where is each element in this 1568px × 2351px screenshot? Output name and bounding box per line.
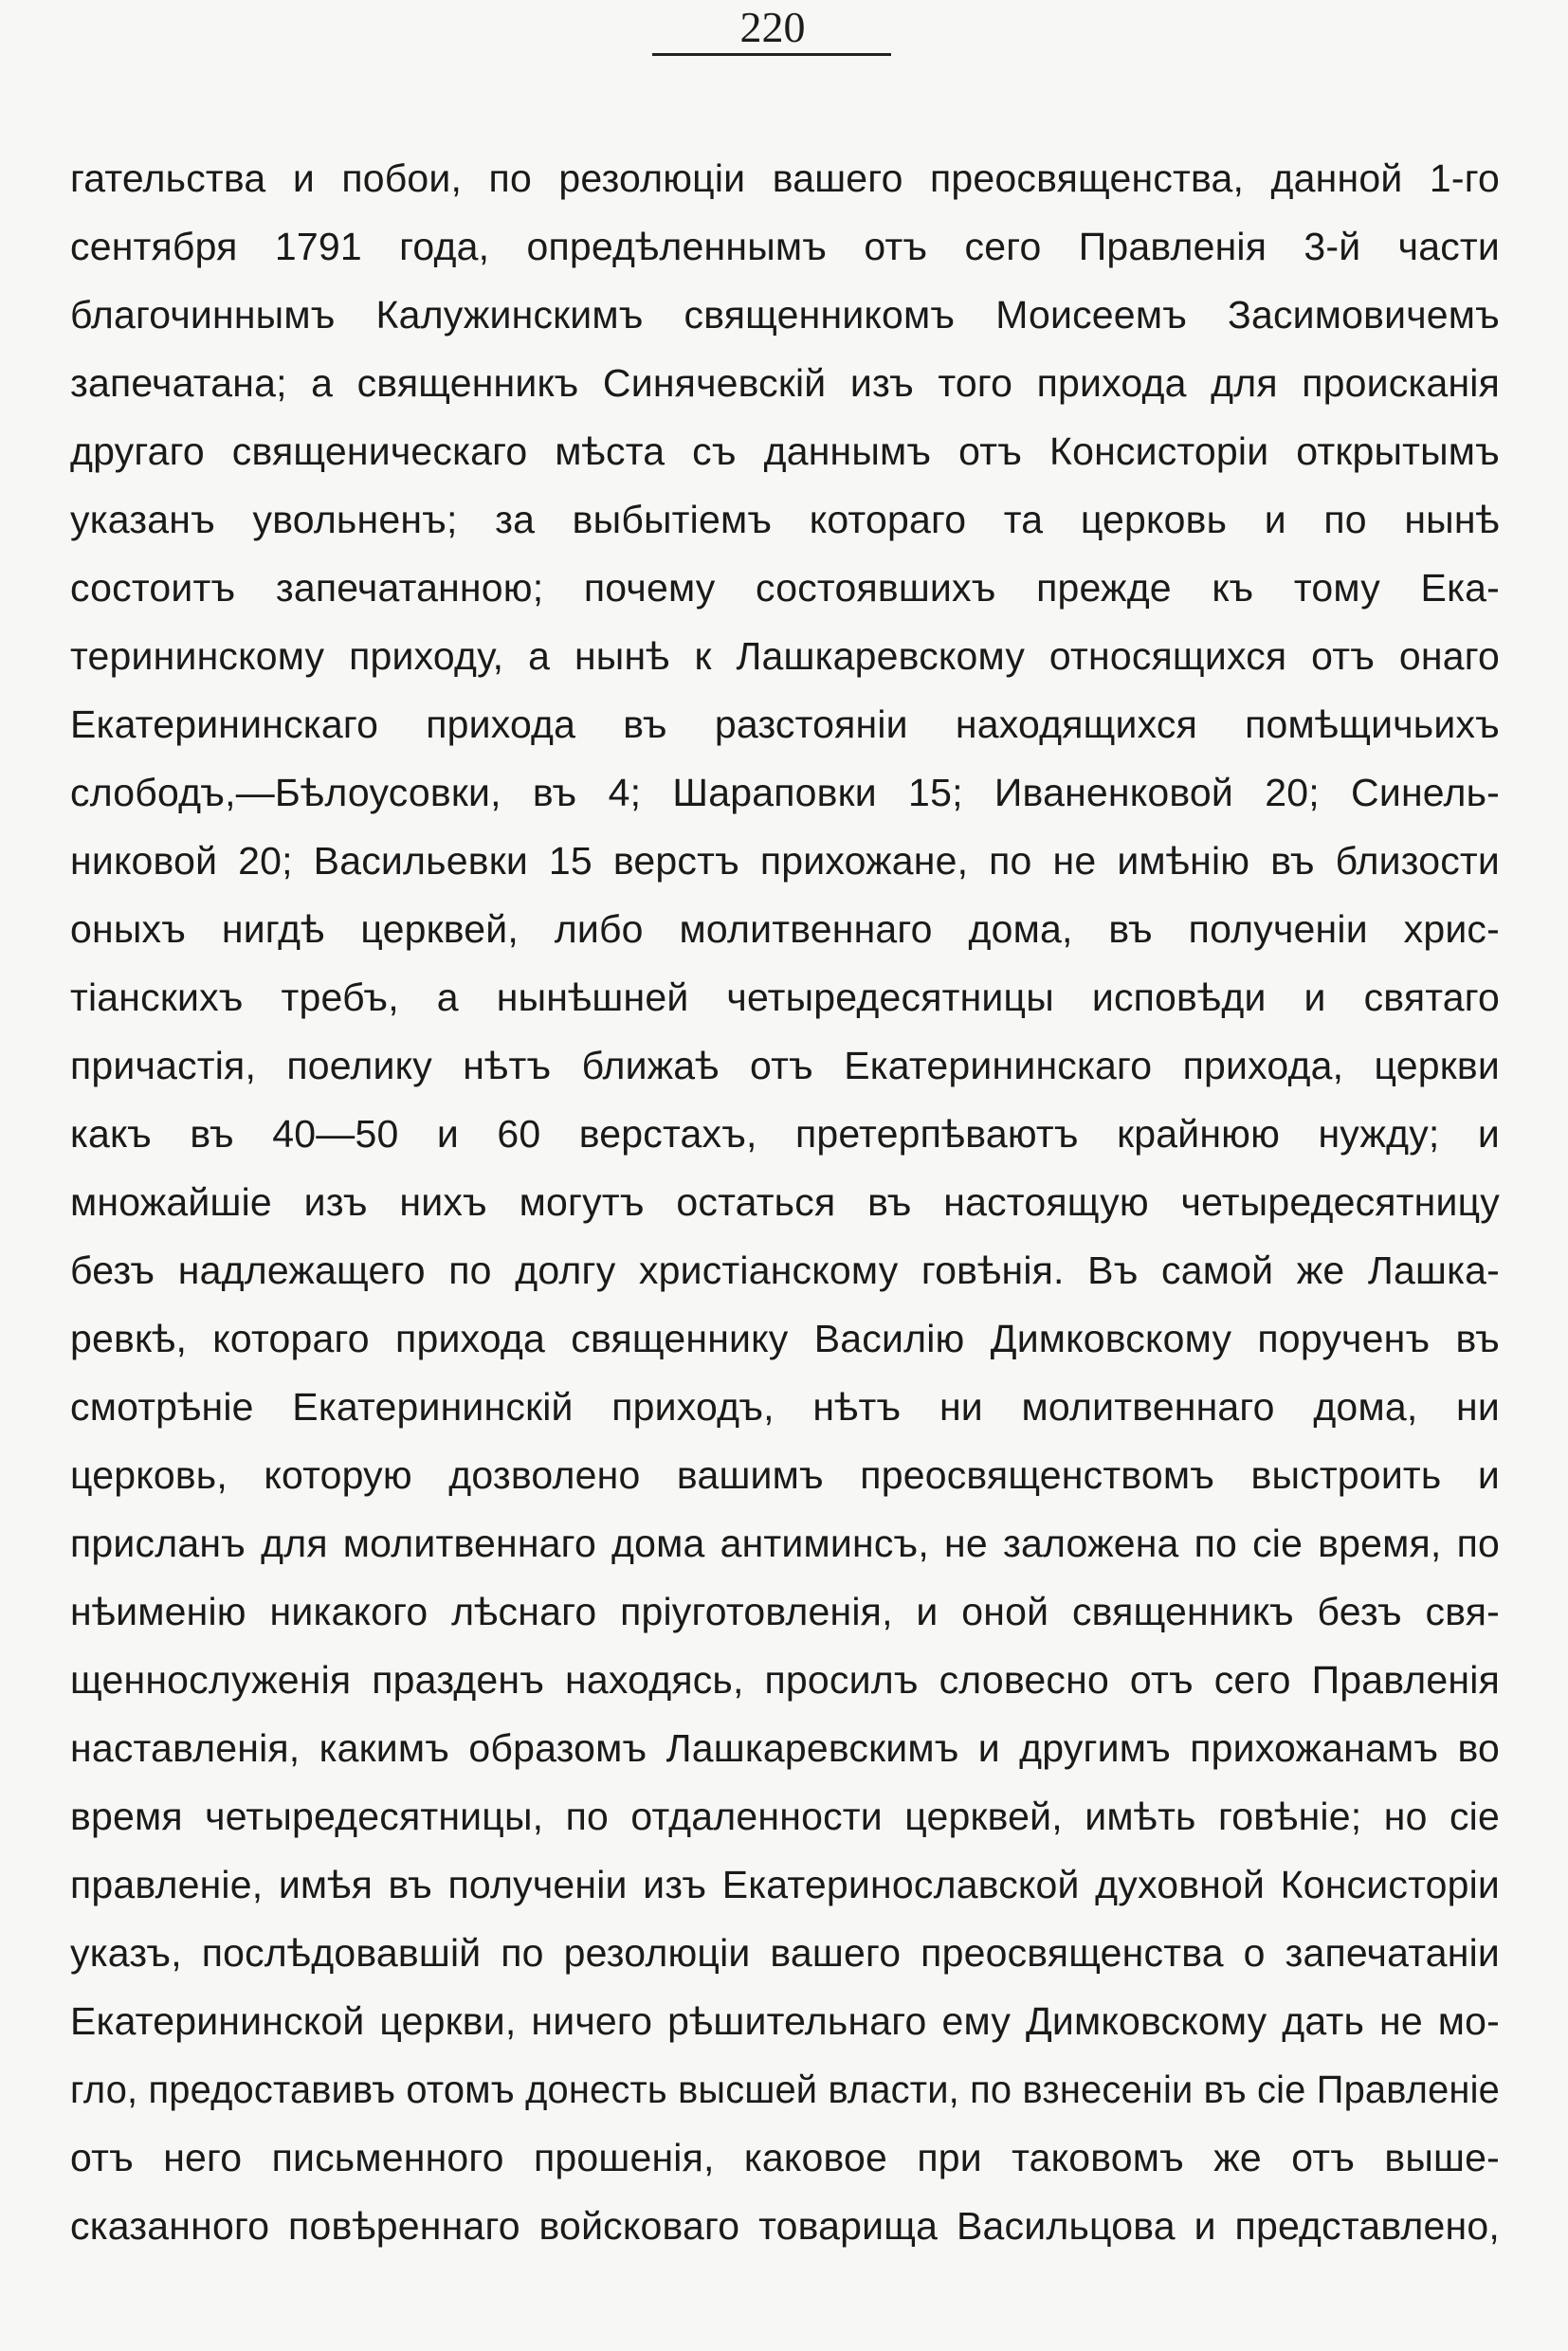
text-line: щеннослуженія празденъ находясь, просилъ словесно отъ сего Правленія <box>70 1658 1500 1702</box>
text-line: смотрѣніе Екатерининскій приходъ, нѣтъ ни молитвеннаго дома, ни <box>70 1385 1500 1429</box>
body-text <box>70 144 1500 2260</box>
text-line: правленіе, имѣя въ полученіи изъ Екатеринославской духовной Консисторіи <box>70 1863 1500 1906</box>
text-line: присланъ для молитвеннаго дома антиминсъ, не заложена по сіе время, по <box>70 1522 1500 1565</box>
text-line: указанъ увольненъ; за выбытіемъ котораго та церковь и по нынѣ <box>70 498 1500 541</box>
text-line: оныхъ нигдѣ церквей, либо молитвеннаго дома, въ полученіи хрис- <box>70 907 1500 951</box>
text-line: другаго священическаго мѣста съ даннымъ отъ Консисторіи открытымъ <box>70 429 1500 473</box>
text-line: отъ него письменного прошенія, каковое при таковомъ же отъ выше- <box>70 2136 1500 2179</box>
text-line: указъ, послѣдовавшій по резолюціи вашего преосвященства о запечатаніи <box>70 1931 1500 1975</box>
text-line: время четыредесятницы, по отдаленности церквей, имѣть говѣніе; но сіе <box>70 1795 1500 1838</box>
text-line: терининскому приходу, а нынѣ к Лашкаревскому относящихся отъ онаго <box>70 634 1500 678</box>
text-line: Екатерининской церкви, ничего рѣшительнаго ему Димковскому дать не мо- <box>70 1999 1500 2043</box>
text-line: наставленія, какимъ образомъ Лашкаревскимъ и другимъ прихожанамъ во <box>70 1726 1500 1770</box>
text-line: ревкѣ, котораго прихода священнику Василію Димковскому порученъ въ <box>70 1317 1500 1360</box>
text-line: Екатерининскаго прихода въ разстояніи находящихся помѣщичьихъ <box>70 702 1500 746</box>
page-number: 220 <box>739 3 806 51</box>
text-line: тіанскихъ требъ, а нынѣшней четыредесятницы исповѣди и святаго <box>70 975 1500 1019</box>
text-line: слободъ,—Бѣлоусовки, въ 4; Шараповки 15; Иваненковой 20; Синель- <box>70 771 1500 814</box>
text-line: благочиннымъ Калужинскимъ священникомъ Моисеемъ Засимовичемъ <box>70 293 1500 337</box>
text-line: безъ надлежащего по долгу христіанскому говѣнія. Въ самой же Лашка- <box>70 1248 1500 1292</box>
text-line: гательства и побои, по резолюціи вашего преосвященства, данной 1-го <box>70 156 1500 200</box>
text-line: состоитъ запечатанною; почему состоявшихъ прежде къ тому Ека- <box>70 566 1500 610</box>
text-line: запечатана; а священникъ Синячевскій изъ того прихода для происканія <box>70 361 1500 405</box>
header-rule <box>652 53 891 56</box>
text-line: сказанного повѣреннаго войсковаго товарища Васильцова и представлено, <box>70 2204 1500 2248</box>
text-line: никовой 20; Васильевки 15 верстъ прихожане, по не имѣнію въ близости <box>70 839 1500 883</box>
page-header <box>0 0 1568 66</box>
text-line: сентября 1791 года, опредѣленнымъ отъ сего Правленія 3-й части <box>70 225 1500 268</box>
text-line: гло, предоставивъ отомъ донесть высшей власти, по взнесеніи въ сіе Правленіе <box>70 2068 1500 2111</box>
text-line: множайшіе изъ нихъ могутъ остаться въ настоящую четыредесятницу <box>70 1180 1500 1224</box>
text-line: причастія, поелику нѣтъ ближаѣ отъ Екатерининскаго прихода, церкви <box>70 1044 1500 1087</box>
text-line: церковь, которую дозволено вашимъ преосвященствомъ выстроить и <box>70 1453 1500 1497</box>
text-line: какъ въ 40—50 и 60 верстахъ, претерпѣваютъ крайнюю нужду; и <box>70 1112 1500 1156</box>
text-line: нѣименію никакого лѣснаго пріуготовленія, и оной священникъ безъ свя- <box>70 1590 1500 1633</box>
